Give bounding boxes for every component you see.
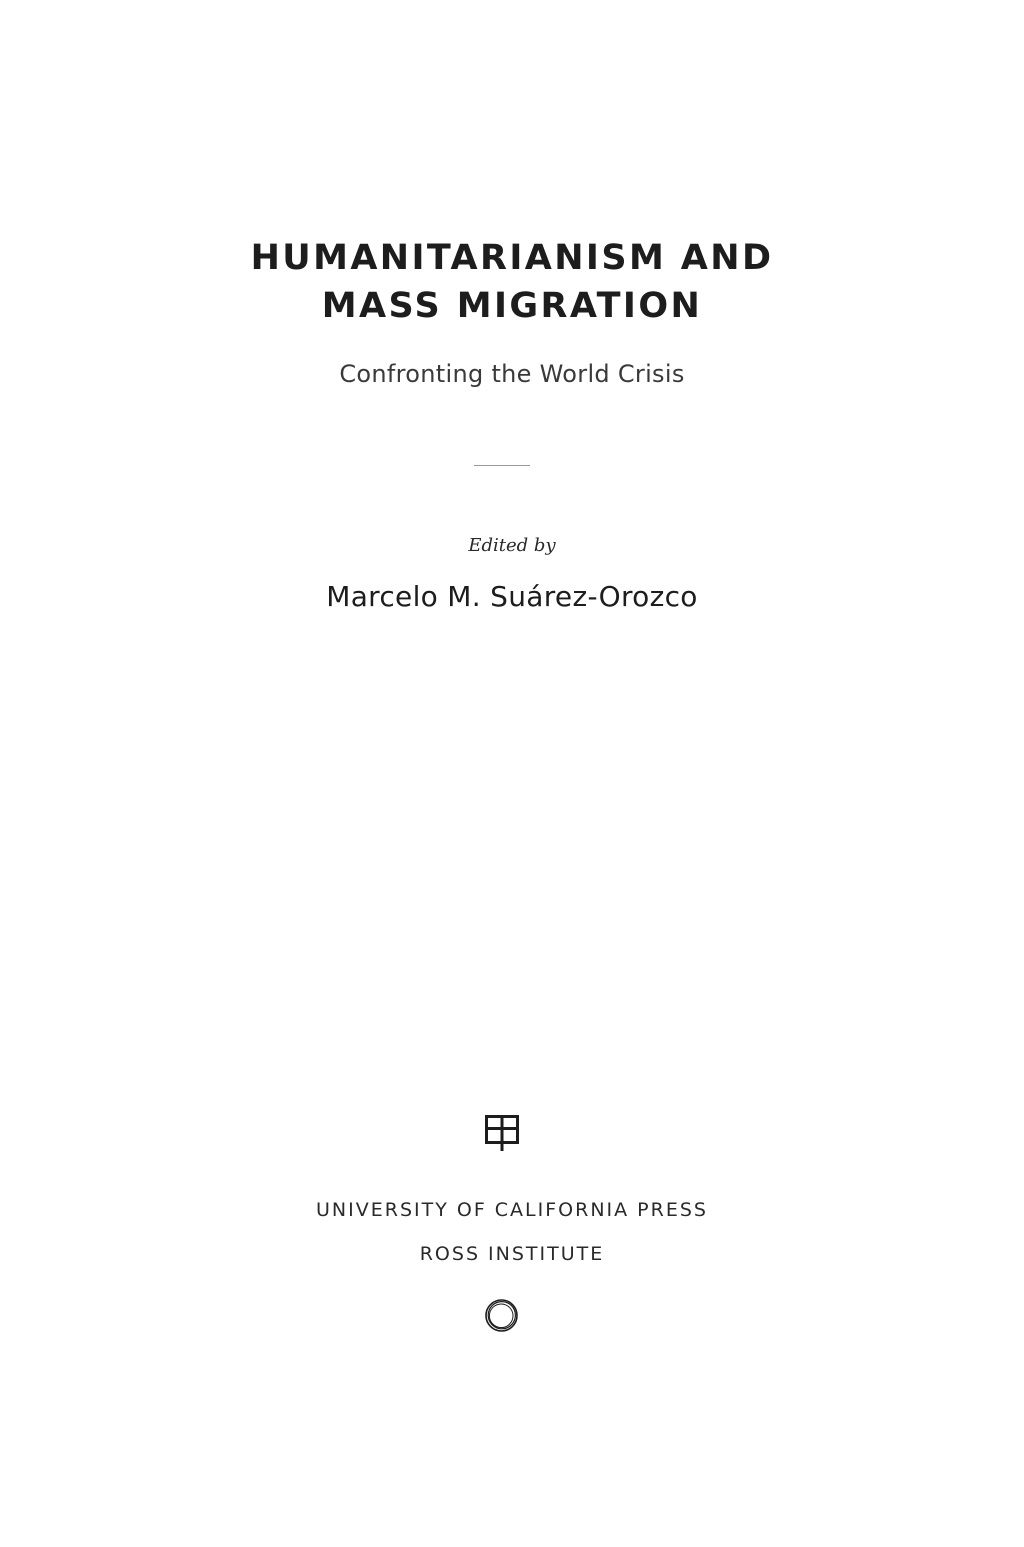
- ross-institute-circle-icon: [483, 1297, 520, 1334]
- book-subtitle: Confronting the World Crisis: [339, 360, 685, 388]
- edited-by-label: Edited by: [468, 535, 556, 556]
- book-title-line-1: HUMANITARIANISM AND: [250, 238, 774, 278]
- publisher-name: UNIVERSITY OF CALIFORNIA PRESS: [316, 1199, 708, 1221]
- book-title-line-2: MASS MIGRATION: [321, 286, 703, 326]
- book-title: [0, 234, 1024, 330]
- divider-rule: [474, 465, 530, 466]
- editor-name: Marcelo M. Suárez-Orozco: [326, 580, 698, 613]
- institute-name: ROSS INSTITUTE: [419, 1243, 605, 1265]
- uc-press-book-icon: [485, 1115, 519, 1153]
